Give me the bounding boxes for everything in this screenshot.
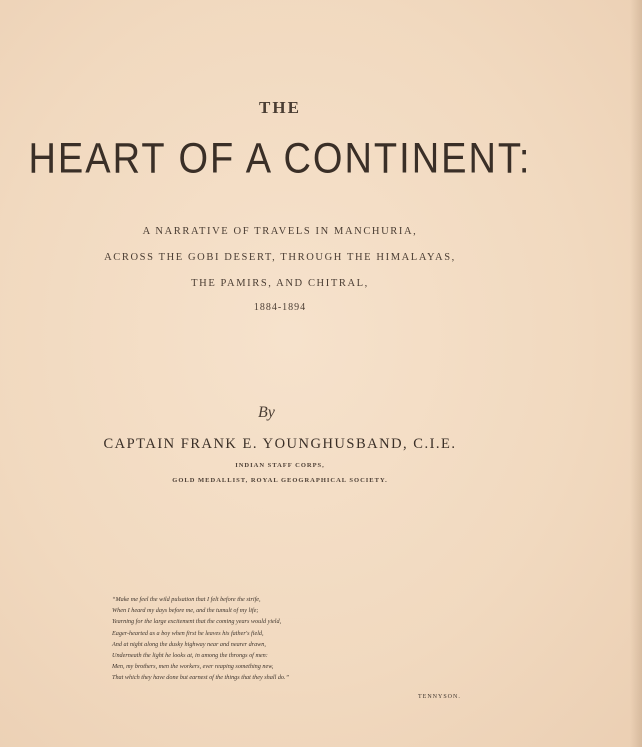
epigraph-line: That which they have done but earnest of the things that they shall do.”	[112, 674, 290, 682]
epigraph-line: When I heard my days before me, and the tumult of my life;	[112, 607, 259, 615]
epigraph-line: Yearning for the large excitement that the coming years would yield,	[112, 618, 282, 626]
subtitle-line-3: THE PAMIRS, AND CHITRAL,	[191, 278, 369, 289]
author-affiliation-1: INDIAN STAFF CORPS,	[235, 462, 325, 469]
subtitle-line-1: A NARRATIVE OF TRAVELS IN MANCHURIA,	[142, 226, 418, 237]
author-name: CAPTAIN FRANK E. YOUNGHUSBAND, C.I.E.	[103, 436, 457, 452]
main-title: HEART OF A CONTINENT:	[28, 135, 532, 183]
subtitle-line-2: ACROSS THE GOBI DESERT, THROUGH THE HIMALAYAS,	[104, 252, 456, 263]
epigraph-line: Eager-hearted as a boy when first he leaves his father's field,	[112, 629, 264, 637]
epigraph-line: And at night along the dusky highway near and nearer drawn,	[112, 640, 266, 648]
by-line: By	[258, 404, 275, 421]
author-affiliation-2: GOLD MEDALLIST, ROYAL GEOGRAPHICAL SOCIETY.	[172, 477, 388, 484]
epigraph-line: Underneath the light he looks at, in among the throngs of men:	[112, 652, 268, 660]
epigraph	[112, 594, 442, 684]
years: 1884-1894	[253, 302, 307, 313]
epigraph-line: “Make me feel the wild pulsation that I felt before the strife,	[112, 596, 261, 603]
page-edge-shadow	[630, 0, 642, 747]
epigraph-line: Men, my brothers, men the workers, ever reaping something new,	[112, 663, 274, 671]
title-article: THE	[259, 98, 301, 117]
epigraph-attribution: TENNYSON.	[418, 694, 461, 700]
